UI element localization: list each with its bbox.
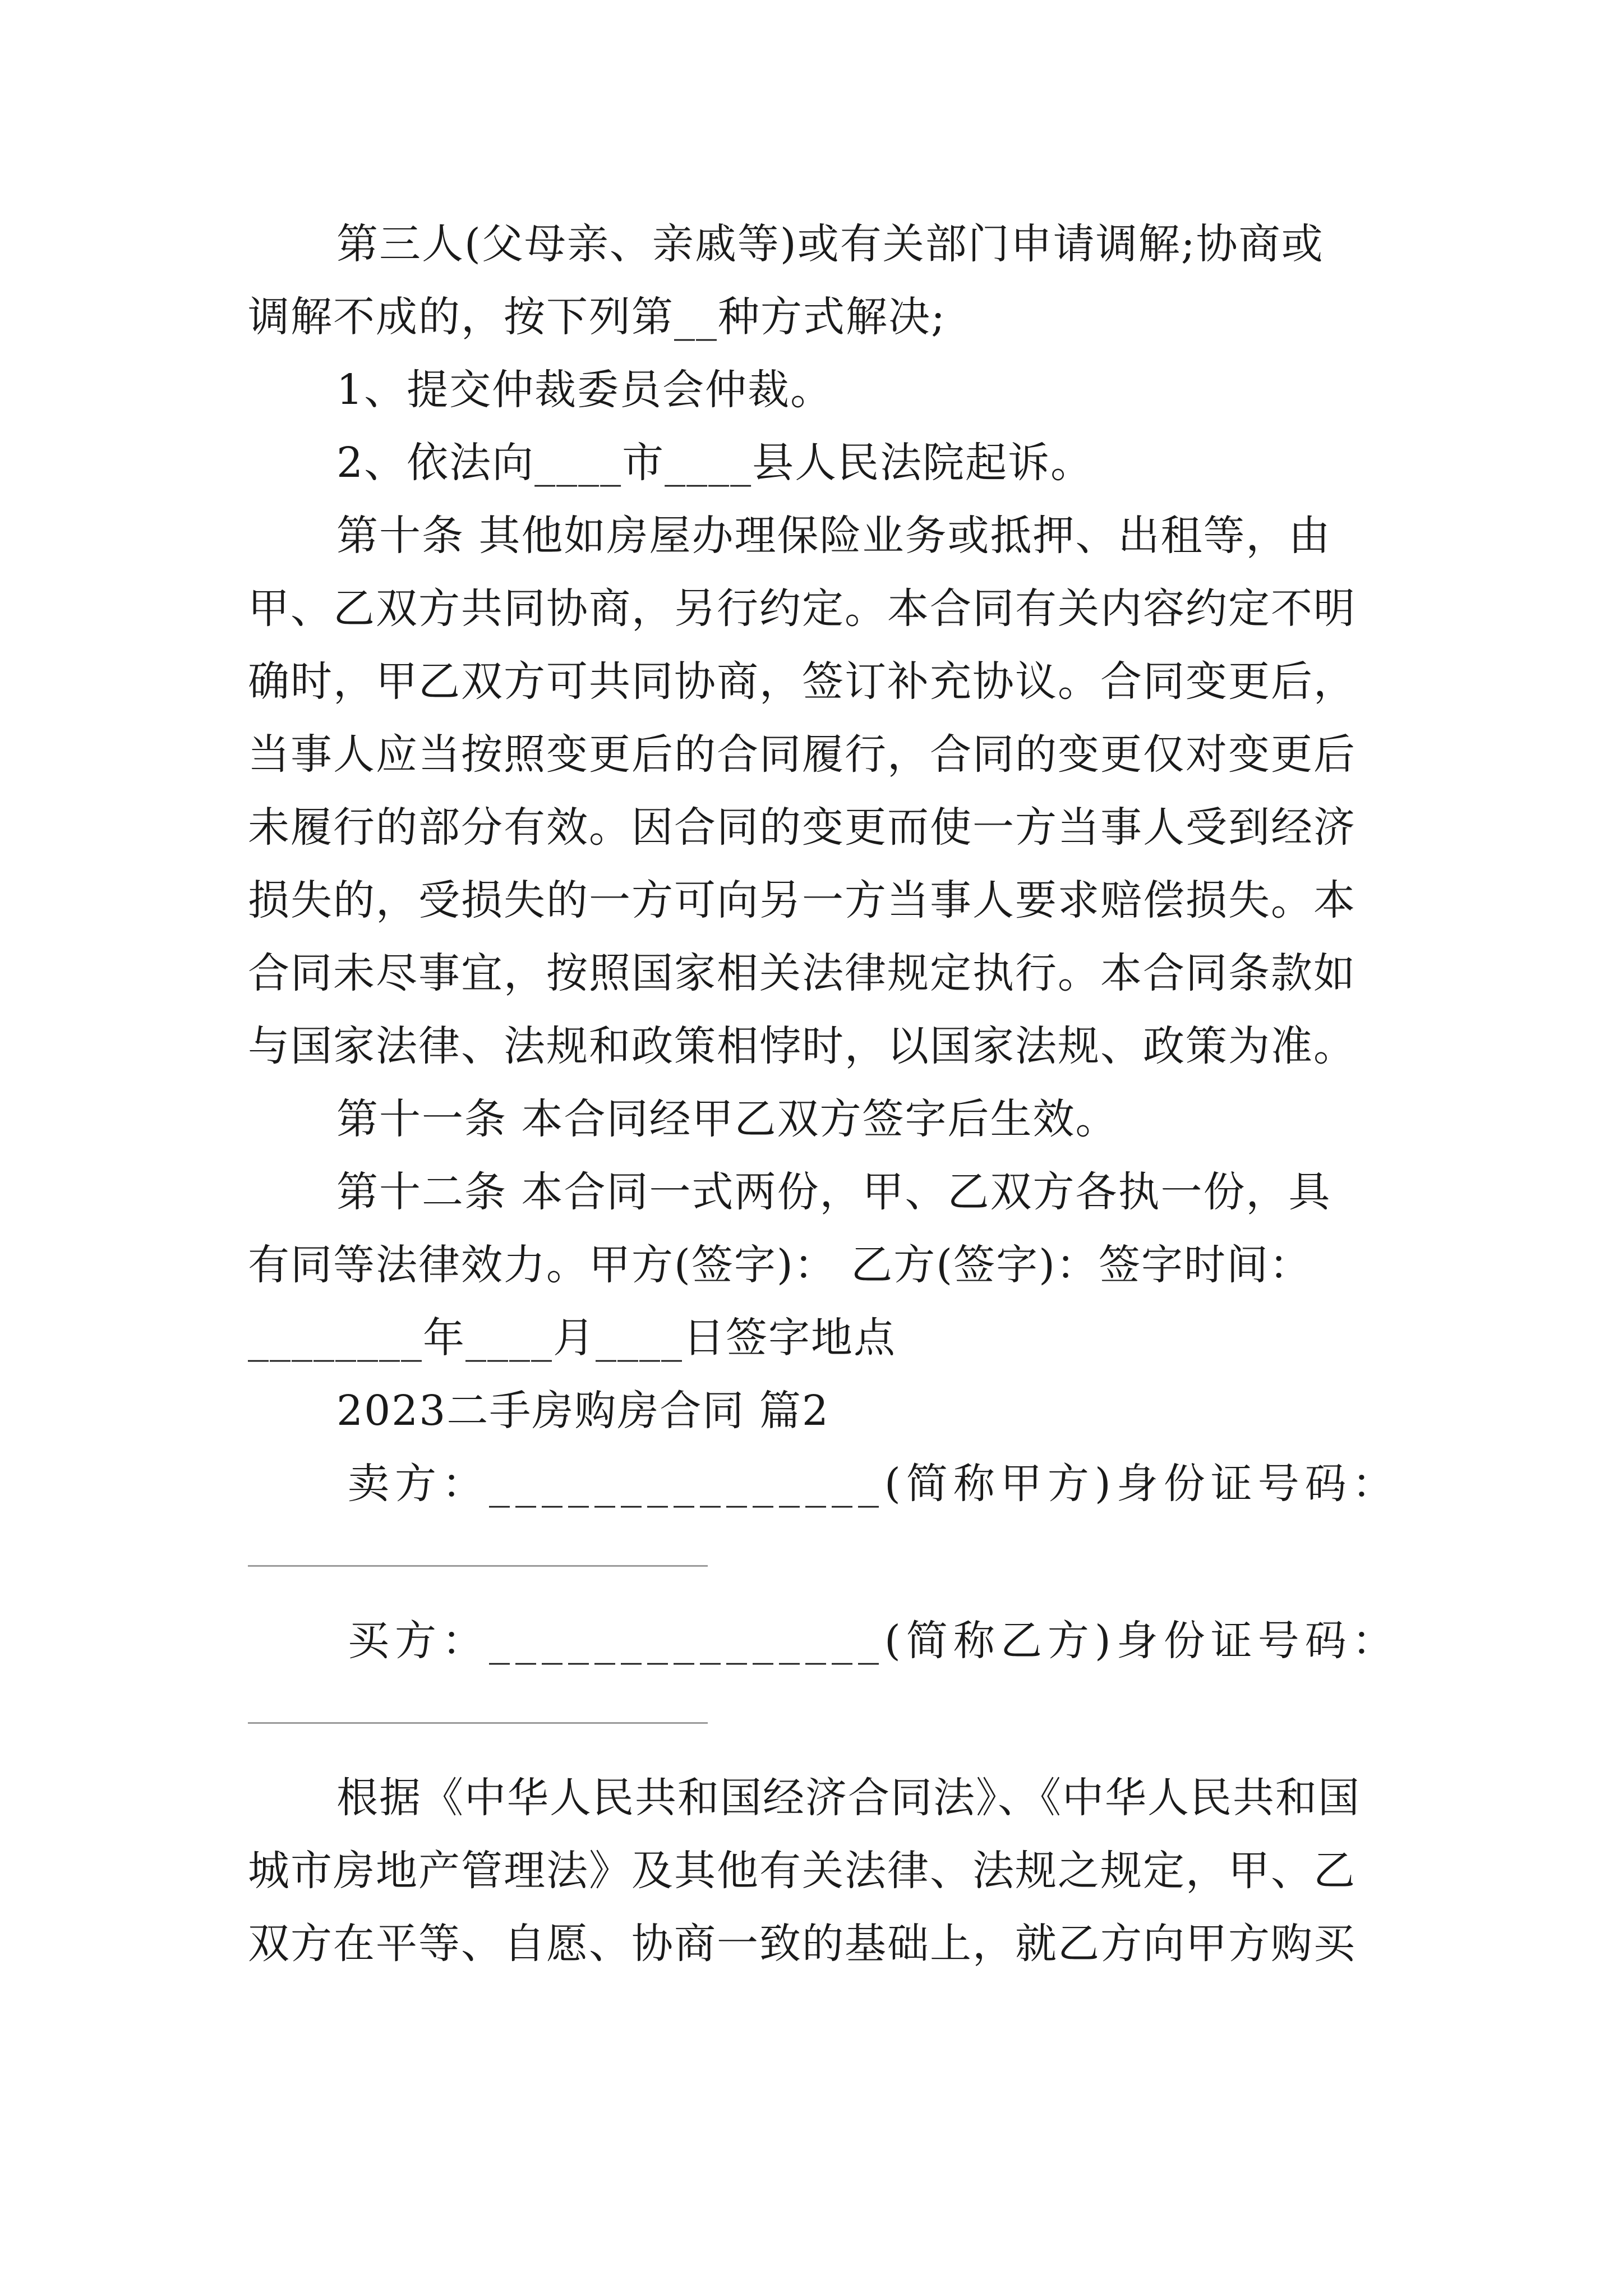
paragraph-line: 未履行的部分有效。因合同的变更而使一方当事人受到经济	[248, 803, 1356, 852]
buyer-line: 买方：_______________(简称乙方)身份证号码：	[348, 1617, 1399, 1665]
list-item: 1、提交仲裁委员会仲裁。	[336, 366, 833, 414]
paragraph-line: 有同等法律效力。甲方(签字)： 乙方(签字)：签字时间：	[248, 1241, 1312, 1289]
list-item: 2、依法向____市____县人民法院起诉。	[336, 439, 1094, 487]
paragraph-line: 甲、乙双方共同协商，另行约定。本合同有关内容约定不明	[248, 585, 1356, 633]
article-twelve: 第十二条 本合同一式两份，甲、乙双方各执一份，具	[336, 1168, 1331, 1216]
paragraph-line: 第三人(父母亲、亲戚等)或有关部门申请调解;协商或	[336, 220, 1324, 268]
paragraph-line: 确时，甲乙双方可共同协商，签订补充协议。合同变更后，	[248, 657, 1356, 706]
paragraph-line: 城市房地产管理法》及其他有关法律、法规之规定，甲、乙	[248, 1847, 1356, 1895]
paragraph-line: 当事人应当按照变更后的合同履行，合同的变更仅对变更后	[248, 730, 1356, 779]
paragraph-line: 调解不成的，按下列第__种方式解决;	[248, 293, 946, 341]
paragraph-line: 双方在平等、自愿、协商一致的基础上，就乙方向甲方购买	[248, 1920, 1356, 1968]
paragraph-line: 损失的，受损失的一方可向另一方当事人要求赔偿损失。本	[248, 876, 1356, 924]
paragraph-line: 与国家法律、法规和政策相悖时，以国家法规、政策为准。	[248, 1022, 1356, 1070]
seller-line: 卖方：_______________(简称甲方)身份证号码：	[348, 1460, 1399, 1508]
article-eleven: 第十一条 本合同经甲乙双方签字后生效。	[336, 1095, 1118, 1143]
section-heading: 2023二手房购房合同 篇2	[336, 1387, 829, 1435]
article-ten: 第十条 其他如房屋办理保险业务或抵押、出租等，由	[336, 512, 1331, 560]
paragraph-line: 根据《中华人民共和国经济合同法》、《中华人民共和国	[336, 1774, 1361, 1822]
seller-id-blank	[248, 1565, 708, 1567]
paragraph-line: 合同未尽事宜，按照国家相关法律规定执行。本合同条款如	[248, 949, 1356, 997]
buyer-id-blank	[248, 1722, 708, 1724]
signature-date-line: ________年____月____日签字地点	[248, 1314, 896, 1362]
